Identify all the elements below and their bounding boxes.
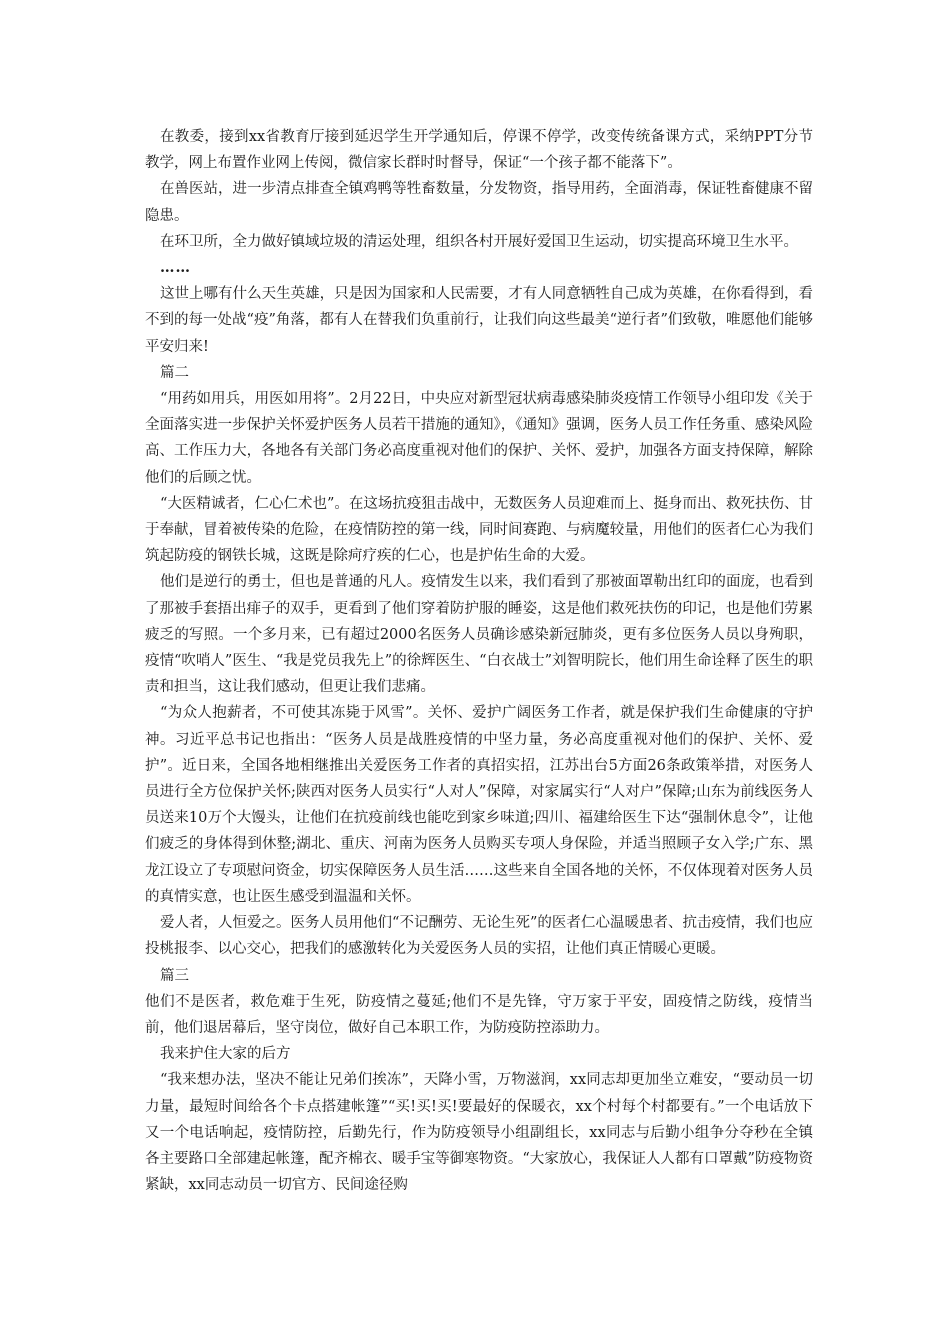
paragraph-section-two-2: “大医精诚者，仁心仁术也”。在这场抗疫狙击战中，无数医务人员迎难而上、挺身而出、救死扶伤、甘于奉献，冒着被传染的危险，在疫情防控的第一线，同时间赛跑、与病魔较量，用他们的医者仁心为我们筑起防疫的钢铁长城，这既是除疴疗疾的仁心，也是护佑生命的大爱。 bbox=[145, 495, 813, 565]
paragraph-sanitation-office: 在环卫所，全力做好镇域垃圾的清运处理，组织各村开展好爱国卫生运动，切实提高环境卫生水平。 bbox=[160, 233, 798, 250]
paragraph-section-two-5: 爱人者，人恒爱之。医务人员用他们“不记酬劳、无论生死”的医者仁心温暖患者、抗击疫情，我们也应投桃报李、以心交心，把我们的感激转化为关爱医务人员的实招，让他们真正情暖心更暖。 bbox=[145, 915, 813, 958]
section-heading-three: 篇三 bbox=[160, 967, 189, 984]
paragraph-section-three-intro: 他们不是医者，救危难于生死，防疫情之蔓延;他们不是先锋，守万家于平安，固疫情之防线，疫情当前，他们退居幕后，坚守岗位，做好自己本职工作，为防疫防控添助力。 bbox=[145, 993, 813, 1036]
paragraph-section-three-final: “我来想办法，坚决不能让兄弟们挨冻”，天降小雪，万物滋润，xx同志却更加坐立难安，“要动员一切力量，最短时间给各个卡点搭建帐篷”“买!买!买!要最好的保暖衣，xx个村每个村都要有。”一个电话放下又一个电话响起，疫情防控，后勤先行，作为防疫领导小组副组长，xx同志与后勤小组争分夺秒在全镇各主要路口全部建起帐篷，配齐棉衣、暖手宝等御寒物资。“大家放心，我保证人人都有口罩戴”防疫物资紧缺，xx同志动员一切官方、民间途径购 bbox=[145, 1072, 813, 1194]
paragraph-heroes: 这世上哪有什么天生英雄，只是因为国家和人民需要，才有人同意牺牲自己成为英雄，在你看得到，看不到的每一处战“疫”角落，都有人在替我们负重前行，让我们向这些最美“逆行者”们致敬，唯愿他们能够平安归来! bbox=[145, 286, 813, 355]
ellipsis-separator: …… bbox=[160, 259, 191, 277]
paragraph-veterinary-station: 在兽医站，进一步清点排查全镇鸡鸭等牲畜数量，分发物资，指导用药，全面消毒，保证牲畜健康不留隐患。 bbox=[145, 181, 813, 224]
subheading-rear-support: 我来护住大家的后方 bbox=[160, 1046, 291, 1063]
section-heading-two: 篇二 bbox=[160, 364, 189, 381]
paragraph-section-two-1: “用药如用兵，用医如用将”。2月22日，中央应对新型冠状病毒感染肺炎疫情工作领导小组印发《关于全面落实进一步保护关怀爱护医务人员若干措施的通知》，《通知》强调，医务人员工作任务重、感染风险高、工作压力大，各地各有关部门务必高度重视对他们的保护、关怀、爱护，加强各方面支持保障，解除他们的后顾之忧。 bbox=[145, 391, 813, 486]
document-page bbox=[145, 124, 813, 1198]
paragraph-education-bureau: 在教委，接到xx省教育厅接到延迟学生开学通知后，停课不停学，改变传统备课方式，采纳PPT分节教学，网上布置作业网上传阅，微信家长群时时督导，保证“一个孩子都不能落下”。 bbox=[145, 129, 813, 172]
paragraph-section-two-3: 他们是逆行的勇士，但也是普通的凡人。疫情发生以来，我们看到了那被面罩勒出红印的面庞，也看到了那被手套捂出痱子的双手，更看到了他们穿着防护服的睡姿，这是他们救死扶伤的印记，也是他们劳累疲乏的写照。一个多月来，已有超过2000名医务人员确诊感染新冠肺炎，更有多位医务人员以身殉职，疫情“吹哨人”医生、“我是党员我先上”的徐辉医生、“白衣战士”刘智明院长，他们用生命诠释了医生的职责和担当，这让我们感动，但更让我们悲痛。 bbox=[145, 574, 813, 696]
paragraph-section-two-4: “为众人抱薪者，不可使其冻毙于风雪”。关怀、爱护广阔医务工作者，就是保护我们生命健康的守护神。习近平总书记也指出：“医务人员是战胜疫情的中坚力量，务必高度重视对他们的保护、关怀、爱护”。近日来，全国各地相继推出关爱医务工作者的真招实招，江苏出台5方面26条政策举措，对医务人员进行全方位保护关怀;陕西对医务人员实行“人对人”保障，对家属实行“人对户”保障;山东为前线医务人员送来10万个大馒头，让他们在抗疫前线也能吃到家乡味道;四川、福建给医生下达“强制休息令”，让他们疲乏的身体得到休整;湖北、重庆、河南为医务人员购买专项人身保险，并适当照顾子女入学;广东、黑龙江设立了专项慰问资金，切实保障医务人员生活……这些来自全国各地的关怀，不仅体现着对医务人员的真情实意，也让医生感受到温温和关怀。 bbox=[145, 705, 813, 905]
